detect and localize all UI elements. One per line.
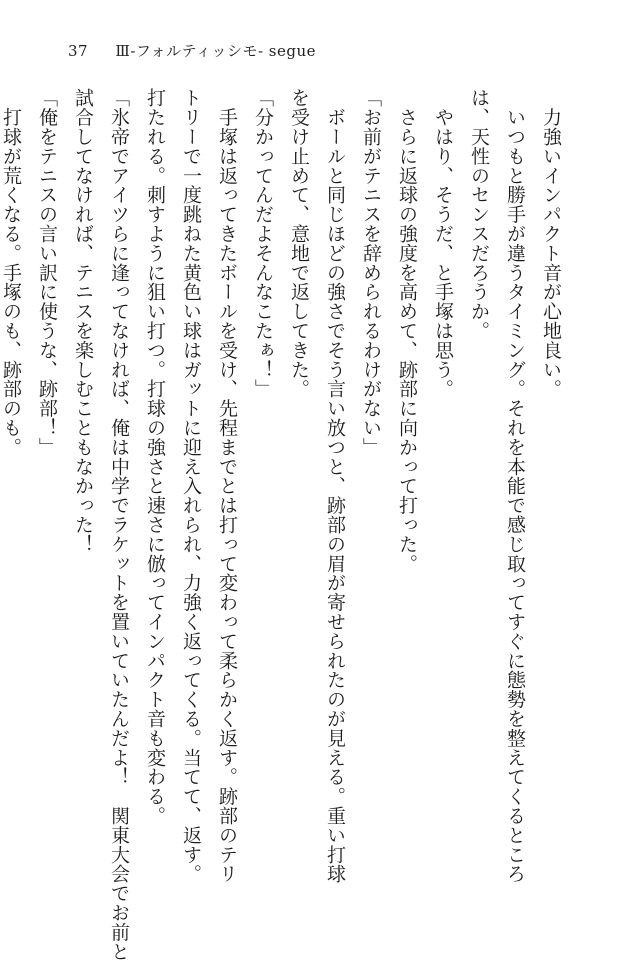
text-line: を受け止めて、意地で返してきた。 xyxy=(288,88,310,399)
text-line: トリーで一度跳ねた黄色い球はガットに迎え入れられ、力強く返ってくる。当てて、返す。 xyxy=(180,88,202,884)
text-line: さらに返球の強度を高めて、跡部に向かって打った。 xyxy=(396,88,418,573)
text-line: やはり、そうだ、と手塚は思う。 xyxy=(432,88,454,399)
running-header xyxy=(68,40,316,61)
text-line: 打たれる。刺すように狙い打つ。打球の強さと速さに倣ってインパクト音も変わる。 xyxy=(144,88,166,826)
text-line: 試合してなければ、テニスを楽しむこともなかった！ xyxy=(72,88,94,554)
vertical-body-text xyxy=(0,88,569,961)
page-number: 37 xyxy=(68,42,89,60)
text-line: 「氷帝でアイツらに逢ってなければ、俺は中学でラケットを置いていたんだよ！ 関東大会でお前と xyxy=(108,88,130,961)
text-line: いつもと勝手が違うタイミング。それを本能で感じ取ってすぐに態勢を整えてくるところ xyxy=(504,88,526,884)
text-line: 「お前がテニスを辞められるわけがない」 xyxy=(360,88,382,457)
text-line: 「俺をテニスの言い訳に使うな、跡部！」 xyxy=(36,88,58,457)
text-line: ボールと同じほどの強さでそう言い放つと、跡部の眉が寄せられたのが見える。重い打球 xyxy=(324,88,346,884)
text-line: 「分かってんだよそんなこたぁ！」 xyxy=(252,88,274,399)
text-line: 力強いインパクト音が心地良い。 xyxy=(540,88,562,399)
text-line: 打球が荒くなる。手塚のも、跡部のも。 xyxy=(0,88,22,457)
chapter-title: Ⅲ-フォルティッシモ- segue xyxy=(115,42,317,60)
text-line: は、天性のセンスだろうか。 xyxy=(468,88,490,341)
text-line: 手塚は返ってきたボールを受け、先程までとは打って変わって柔らかく返す。跡部のテリ xyxy=(216,88,238,884)
